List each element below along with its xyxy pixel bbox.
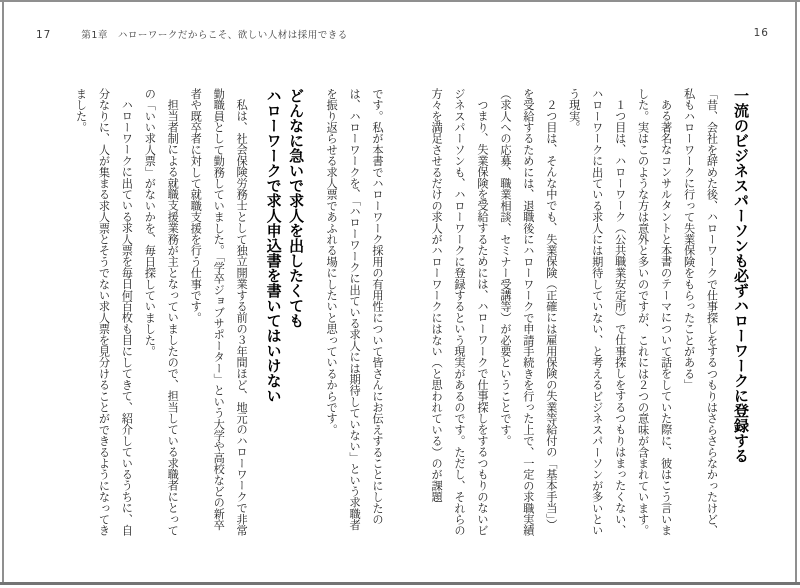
page-number-left: 17 — [36, 29, 52, 41]
section-heading-left-line2: ハローワークで求人申込書を書いてはいけない — [264, 88, 283, 403]
paragraph: 私は、社会保険労務士として独立開業する前の３年間ほど、地元のハローワークで非常勤職員として勤務していました。「学卒ジョブサポーター」という大学や高校などの新卒者や既卒者に対して就職支援を行う仕事です。 — [189, 88, 249, 536]
page-number-right: 16 — [753, 27, 769, 39]
running-header-left — [36, 27, 348, 41]
paragraph: ある著名なコンサルタントと本書のテーマについて話をしていた際に、彼はこう言いました。実はこのような方は意外と多いのですが、これには２つの意味が含まれています。 — [636, 88, 673, 536]
paragraph: です。私が本書でハローワーク採用の有用性について皆さんにお伝えすることにしたのは、ハローワークを、「ハローワークに出ている求人には期待していない」という求職者を振り返らせる求人票であふれる場にしたいと思っているからです。 — [325, 88, 384, 531]
page-edge-top — [0, 0, 800, 2]
left-page-text — [69, 88, 388, 536]
page-edge-left — [2, 1, 4, 584]
paragraph: ２つ目は、そんな中でも、失業保険（正確には雇用保険の失業等給付の「基本手当」）を受給するためには、退職後にハローワークで申請手続きを行った上で、一定の求職実績（求人への応募、職業相談、セミナー受講等）が必要ということです。 — [498, 88, 558, 536]
right-page-text — [424, 88, 752, 536]
page-edge-right — [795, 1, 797, 584]
paragraph: 「昔、会社を辞めた後、ハローワークで仕事探しをするつもりはさらさらなかったけど、私もハローワークに行って失業保険をもらったことがある」 — [682, 88, 719, 536]
page-edge-bottom — [0, 582, 800, 585]
paragraph: 担当者制による就職支援業務が主となっていましたので、担当している求職者にとっての「いい求人票」がないかを、毎日探していました。 — [143, 88, 180, 536]
section-heading-left-line1: どんなに急いで求人を出したくても — [287, 88, 306, 328]
chapter-running-title: 第1章 ハローワークだからこそ、欲しい人材は採用できる — [81, 30, 348, 41]
section-heading-right: 一流のビジネスパーソンも必ずハローワークに登録する — [732, 88, 750, 463]
paragraph: ハローワークに出ている求人票を毎日何百枚も目にしてきて、紹介しているうちに、自分なりに、人が集まる求人票とそうでない求人票を見分けることができるようになってきました。 — [74, 88, 134, 536]
paragraph: つまり、失業保険を受給するためには、ハローワークで仕事探しをするつもりのないビジネスパーソンも、ハローワークに登録するという現実があるのです。ただし、それらの方々を満足させるだけの求人がハローワークにはない（と思われている）のが課題 — [430, 88, 489, 536]
section-heading-left — [262, 88, 307, 536]
paragraph: １つ目は、ハローワーク（公共職業安定所）で仕事探しをするつもりはまったくない、ハローワークに出ている求人には期待していない、と考えるビジネスパーソンが多いという現実。 — [567, 88, 627, 536]
running-header-right — [754, 27, 769, 39]
